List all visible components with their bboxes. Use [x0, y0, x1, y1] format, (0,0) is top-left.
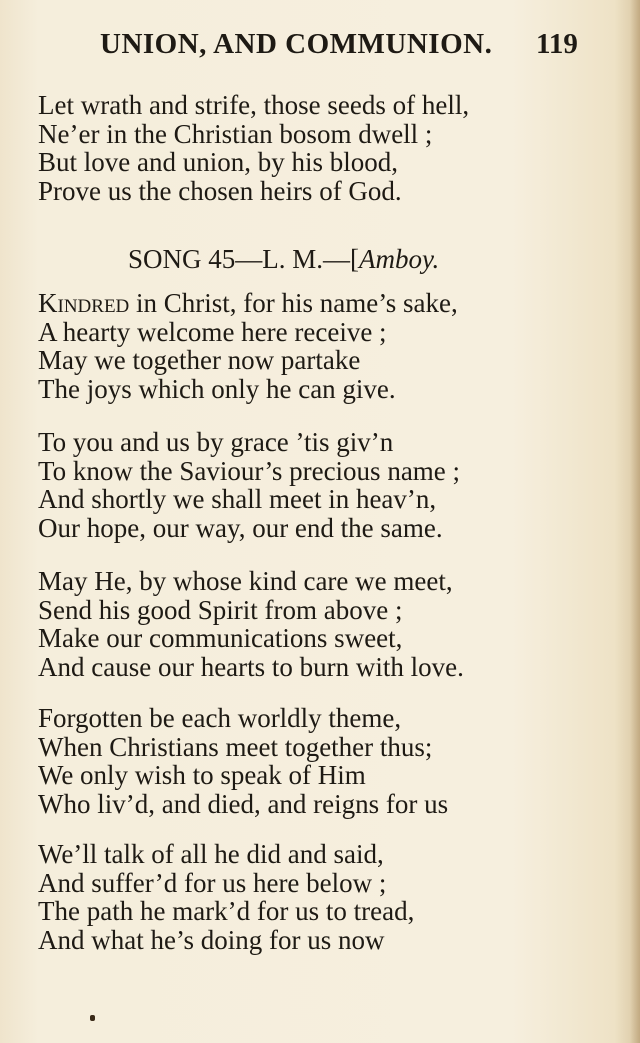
verse-line: The joys which only he can give. [38, 374, 396, 405]
verse-line: And suffer’d for us here below ; [38, 867, 387, 898]
verse-line: When Christians meet together thus; [38, 731, 433, 762]
running-title: UNION, AND COMMUNION. [100, 28, 493, 60]
verse-line: May He, by whose kind care we meet, [38, 566, 453, 596]
page-number: 119 [536, 28, 578, 60]
verse-line: To know the Saviour’s precious name ; [38, 455, 461, 486]
verse-line: Who liv’d, and died, and reigns for us [38, 789, 449, 820]
page-edge [630, 0, 640, 1043]
verse-line: Forgotten be each worldly theme, [38, 703, 402, 733]
verse-line: Prove us the chosen heirs of God. [38, 176, 402, 207]
stanza-1 [38, 289, 458, 404]
verse-line: We’ll talk of all he did and said, [38, 839, 384, 869]
verse-line: Make our communications sweet, [38, 623, 403, 654]
tune-name: Amboy. [359, 244, 440, 274]
verse-line: Ne’er in the Christian bosom dwell ; [38, 118, 433, 149]
verse-line: But love and union, by his blood, [38, 147, 398, 178]
verse-line: And cause our hearts to burn with love. [38, 652, 464, 683]
stanza-2 [38, 428, 460, 543]
verse-line: May we together now partake [38, 345, 361, 376]
verse-line: And shortly we shall meet in heav’n, [38, 484, 437, 515]
stanza-3 [38, 567, 464, 682]
stanza-5 [38, 840, 414, 955]
verse-line: Our hope, our way, our end the same. [38, 513, 443, 544]
verse-line: The path he mark’d for us to tread, [38, 896, 415, 927]
verse-line: A hearty welcome here receive ; [38, 316, 387, 347]
drop-word: Kindred [38, 288, 130, 318]
verse-line: Send his good Spirit from above ; [38, 594, 403, 625]
verse-line: To you and us by grace ’tis giv’n [38, 427, 394, 457]
stanza-4 [38, 704, 448, 819]
verse-line: We only wish to speak of Him [38, 760, 366, 791]
first-line-rest: in Christ, for his name’s sake, [129, 288, 458, 318]
verse-line [38, 289, 458, 318]
song-heading [128, 244, 439, 275]
verse-line: Let wrath and strife, those seeds of hell, [38, 90, 470, 120]
verse-line: And what he’s doing for us now [38, 925, 385, 956]
page-header [0, 28, 640, 68]
song-number: SONG 45—L. M.—[ [128, 244, 360, 274]
stanza-ending [38, 91, 469, 206]
ink-speck [90, 1015, 95, 1021]
